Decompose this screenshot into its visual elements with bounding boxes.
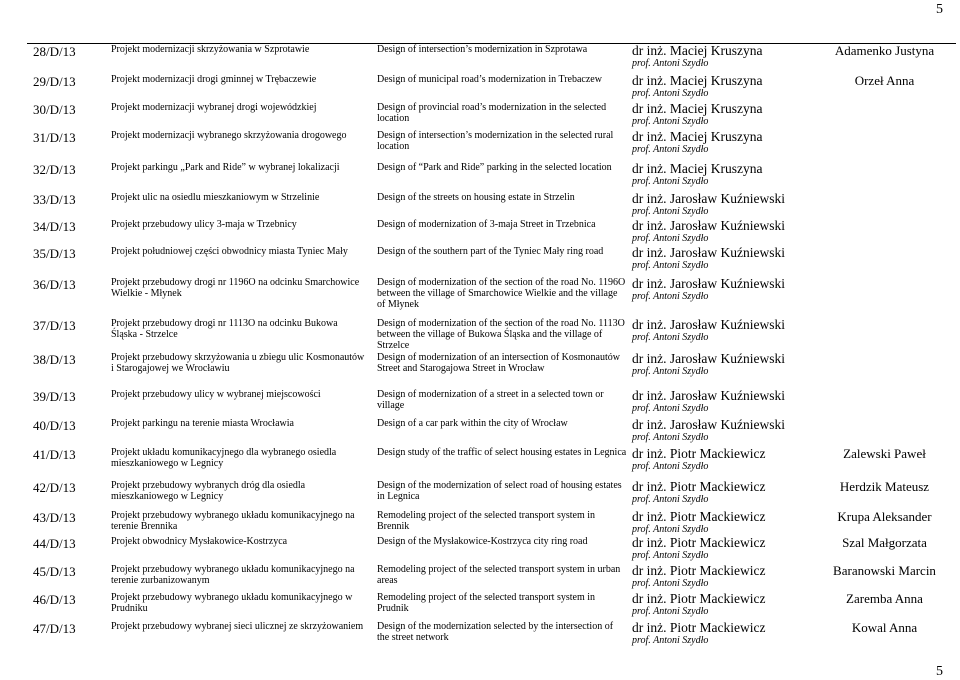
page-number-bottom: 5 [936,664,943,679]
supervisor-name: dr inż. Maciej Kruszyna [632,73,763,88]
supervisor-name: dr inż. Maciej Kruszyna [632,129,763,144]
english-title: Design of the modernization of select road of housing estates in Legnica [377,480,622,502]
polish-title: Projekt przebudowy wybranego układu komunikacyjnego w Prudniku [111,592,353,614]
consultant-name: prof. Antoni Szydło [632,461,709,472]
supervisor-name: dr inż. Maciej Kruszyna [632,161,763,176]
supervisor-cell [632,510,812,536]
student-name: Szal Małgorzata [842,535,927,550]
topic-id: 45/D/13 [33,564,76,579]
topic-id: 28/D/13 [33,44,76,59]
supervisor-cell [632,74,812,100]
supervisor-cell [632,246,812,272]
supervisor-cell [632,592,812,618]
topic-id: 36/D/13 [33,277,76,292]
english-title: Design of modernization of the section of the road No. 1113O between the village of Bukowa Śląska and the village of Strzelce [377,318,625,351]
supervisor-cell [632,219,812,245]
supervisor-name: dr inż. Jarosław Kuźniewski [632,317,785,332]
polish-title: Projekt modernizacji wybranej drogi wojewódzkiej [111,102,317,113]
polish-title: Projekt przebudowy ulicy 3-maja w Trzebnicy [111,219,297,230]
polish-title: Projekt modernizacji drogi gminnej w Trębaczewie [111,74,317,85]
english-title: Design of modernization of the section of the road No. 1196O between the village of Smarchowice Wielkie and the village of Młynek [377,277,626,310]
consultant-name: prof. Antoni Szydło [632,233,709,244]
supervisor-name: dr inż. Piotr Mackiewicz [632,591,766,606]
supervisor-name: dr inż. Maciej Kruszyna [632,101,763,116]
english-title: Design of the Mysłakowice-Kostrzyca city ring road [377,536,588,547]
topic-id: 46/D/13 [33,592,76,607]
topic-id: 40/D/13 [33,418,76,433]
supervisor-name: dr inż. Jarosław Kuźniewski [632,191,785,206]
consultant-name: prof. Antoni Szydło [632,291,709,302]
supervisor-cell [632,318,812,344]
supervisor-cell [632,192,812,218]
topic-id: 29/D/13 [33,74,76,89]
supervisor-name: dr inż. Piotr Mackiewicz [632,620,766,635]
supervisor-cell [632,480,812,506]
consultant-name: prof. Antoni Szydło [632,260,709,271]
supervisor-cell [632,130,812,156]
topic-id: 30/D/13 [33,102,76,117]
topic-id: 43/D/13 [33,510,76,525]
polish-title: Projekt przebudowy skrzyżowania u zbiegu ulic Kosmonautów i Starogajowej we Wrocławiu [111,352,365,374]
polish-title: Projekt przebudowy wybranej sieci ulicznej ze skrzyżowaniem [111,621,364,632]
english-title: Design of “Park and Ride” parking in the selected location [377,162,612,173]
english-title: Remodeling project of the selected transport system in Brennik [377,510,595,532]
topic-id: 42/D/13 [33,480,76,495]
consultant-name: prof. Antoni Szydło [632,578,709,589]
supervisor-name: dr inż. Maciej Kruszyna [632,43,763,58]
english-title: Design of modernization of 3-maja Street in Trzebnica [377,219,596,230]
topic-id: 39/D/13 [33,389,76,404]
consultant-name: prof. Antoni Szydło [632,403,709,414]
supervisor-cell [632,162,812,188]
topic-id: 35/D/13 [33,246,76,261]
polish-title: Projekt przebudowy wybranego układu komunikacyjnego na terenie zurbanizowanym [111,564,355,586]
polish-title: Projekt przebudowy ulicy w wybranej miejscowości [111,389,321,400]
supervisor-name: dr inż. Jarosław Kuźniewski [632,245,785,260]
polish-title: Projekt ulic na osiedlu mieszkaniowym w Strzelinie [111,192,320,203]
topic-id: 38/D/13 [33,352,76,367]
supervisor-name: dr inż. Piotr Mackiewicz [632,563,766,578]
supervisor-name: dr inż. Jarosław Kuźniewski [632,218,785,233]
supervisor-cell [632,621,812,647]
consultant-name: prof. Antoni Szydło [632,635,709,646]
english-title: Design of a car park within the city of Wrocław [377,418,568,429]
student-name: Baranowski Marcin [833,563,936,578]
supervisor-cell [632,352,812,378]
supervisor-name: dr inż. Jarosław Kuźniewski [632,351,785,366]
supervisor-name: dr inż. Jarosław Kuźniewski [632,388,785,403]
supervisor-name: dr inż. Piotr Mackiewicz [632,535,766,550]
topic-id: 31/D/13 [33,130,76,145]
english-title: Design of modernization of an intersection of Kosmonautów Street and Starogajowa Street in Wrocław [377,352,620,374]
supervisor-name: dr inż. Piotr Mackiewicz [632,509,766,524]
topic-id: 41/D/13 [33,447,76,462]
consultant-name: prof. Antoni Szydło [632,494,709,505]
student-name: Zalewski Paweł [843,446,926,461]
consultant-name: prof. Antoni Szydło [632,88,709,99]
consultant-name: prof. Antoni Szydło [632,332,709,343]
english-title: Design of provincial road’s modernization in the selected location [377,102,607,124]
english-title: Design study of the traffic of select housing estates in Legnica [377,447,627,458]
english-title: Design of the southern part of the Tyniec Mały ring road [377,246,604,257]
topic-id: 44/D/13 [33,536,76,551]
polish-title: Projekt modernizacji skrzyżowania w Szprotawie [111,44,310,55]
supervisor-name: dr inż. Jarosław Kuźniewski [632,417,785,432]
english-title: Design of the streets on housing estate in Strzelin [377,192,575,203]
consultant-name: prof. Antoni Szydło [632,432,709,443]
student-name: Adamenko Justyna [834,43,935,58]
page-number-top: 5 [936,2,943,17]
polish-title: Projekt południowej części obwodnicy miasta Tyniec Mały [111,246,348,257]
consultant-name: prof. Antoni Szydło [632,550,709,561]
consultant-name: prof. Antoni Szydło [632,366,709,377]
english-title: Remodeling project of the selected transport system in Prudnik [377,592,595,614]
supervisor-name: dr inż. Piotr Mackiewicz [632,446,766,461]
topic-id: 37/D/13 [33,318,76,333]
consultant-name: prof. Antoni Szydło [632,116,709,127]
english-title: Design of the modernization selected by the intersection of the street network [377,621,614,643]
consultant-name: prof. Antoni Szydło [632,524,709,535]
topic-id: 33/D/13 [33,192,76,207]
supervisor-cell [632,564,812,590]
polish-title: Projekt układu komunikacyjnego dla wybranego osiedla mieszkaniowego w Legnicy [111,447,337,469]
polish-title: Projekt modernizacji wybranego skrzyżowania drogowego [111,130,347,141]
polish-title: Projekt przebudowy wybranego układu komunikacyjnego na terenie Brennika [111,510,355,532]
supervisor-cell [632,389,812,415]
english-title: Design of municipal road’s modernization in Trebaczew [377,74,602,85]
polish-title: Projekt przebudowy drogi nr 1196O na odcinku Smarchowice Wielkie - Młynek [111,277,360,299]
supervisor-cell [632,447,812,473]
english-title: Design of modernization of a street in a selected town or village [377,389,604,411]
supervisor-cell [632,102,812,128]
consultant-name: prof. Antoni Szydło [632,606,709,617]
topic-id: 32/D/13 [33,162,76,177]
supervisor-name: dr inż. Jarosław Kuźniewski [632,276,785,291]
student-name: Herdzik Mateusz [839,479,930,494]
supervisor-cell [632,536,812,562]
english-title: Design of intersection’s modernization in the selected rural location [377,130,614,152]
student-name: Kowal Anna [851,620,918,635]
student-name: Orzeł Anna [854,73,915,88]
topic-id: 34/D/13 [33,219,76,234]
consultant-name: prof. Antoni Szydło [632,206,709,217]
topic-id: 47/D/13 [33,621,76,636]
consultant-name: prof. Antoni Szydło [632,176,709,187]
english-title: Remodeling project of the selected transport system in urban areas [377,564,621,586]
supervisor-cell [632,418,812,444]
supervisor-cell [632,277,812,303]
polish-title: Projekt przebudowy wybranych dróg dla osiedla mieszkaniowego w Legnicy [111,480,306,502]
student-name: Krupa Aleksander [837,509,932,524]
student-name: Zaremba Anna [846,591,923,606]
polish-title: Projekt przebudowy drogi nr 1113O na odcinku Bukowa Śląska - Strzelce [111,318,338,340]
polish-title: Projekt obwodnicy Mysłakowice-Kostrzyca [111,536,288,547]
consultant-name: prof. Antoni Szydło [632,58,709,69]
polish-title: Projekt parkingu na terenie miasta Wrocławia [111,418,294,429]
english-title: Design of intersection’s modernization in Szprotawa [377,44,588,55]
supervisor-name: dr inż. Piotr Mackiewicz [632,479,766,494]
consultant-name: prof. Antoni Szydło [632,144,709,155]
supervisor-cell [632,44,812,70]
polish-title: Projekt parkingu „Park and Ride” w wybranej lokalizacji [111,162,340,173]
